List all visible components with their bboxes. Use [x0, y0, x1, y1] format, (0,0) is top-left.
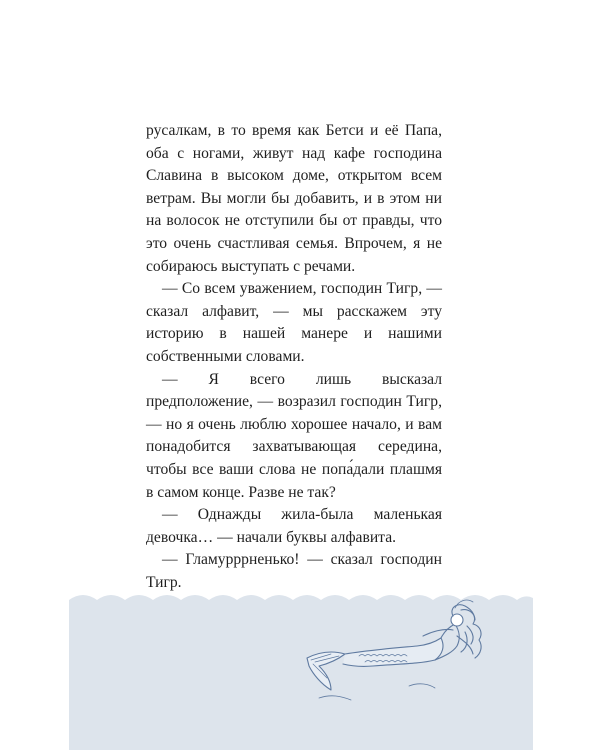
paragraph-4: — Однажды жила-была маленькая девочка… — начали буквы алфавита.	[146, 506, 442, 546]
water-surface	[69, 595, 533, 750]
sea-illustration	[69, 590, 533, 750]
paragraph-3: — Я всего лишь высказал предположение, — возразил господин Тигр, — но я очень люблю хорошее начало, и вам понадобится захватывающая середина, чтобы все ваши слова не попа́дали плашмя в самом конце. Разве не так?	[146, 370, 442, 501]
paragraph-2: — Со всем уважением, господин Тигр, — сказал алфавит, — мы расскажем эту историю в нашей манере и нашими собственными словами.	[146, 280, 442, 365]
body-text	[146, 120, 442, 594]
paragraph-5: — Гламурррненько! — сказал господин Тигр.	[146, 551, 442, 591]
paragraph-1: русалкам, в то время как Бетси и её Папа, оба с ногами, живут над кафе господина Славина в высоком доме, открытом всем ветрам. Вы могли бы добавить, и в этом ни на волосок не отступили бы от правды, что это очень счастливая семья. Впрочем, я не собираюсь выступать с речами.	[146, 122, 442, 275]
